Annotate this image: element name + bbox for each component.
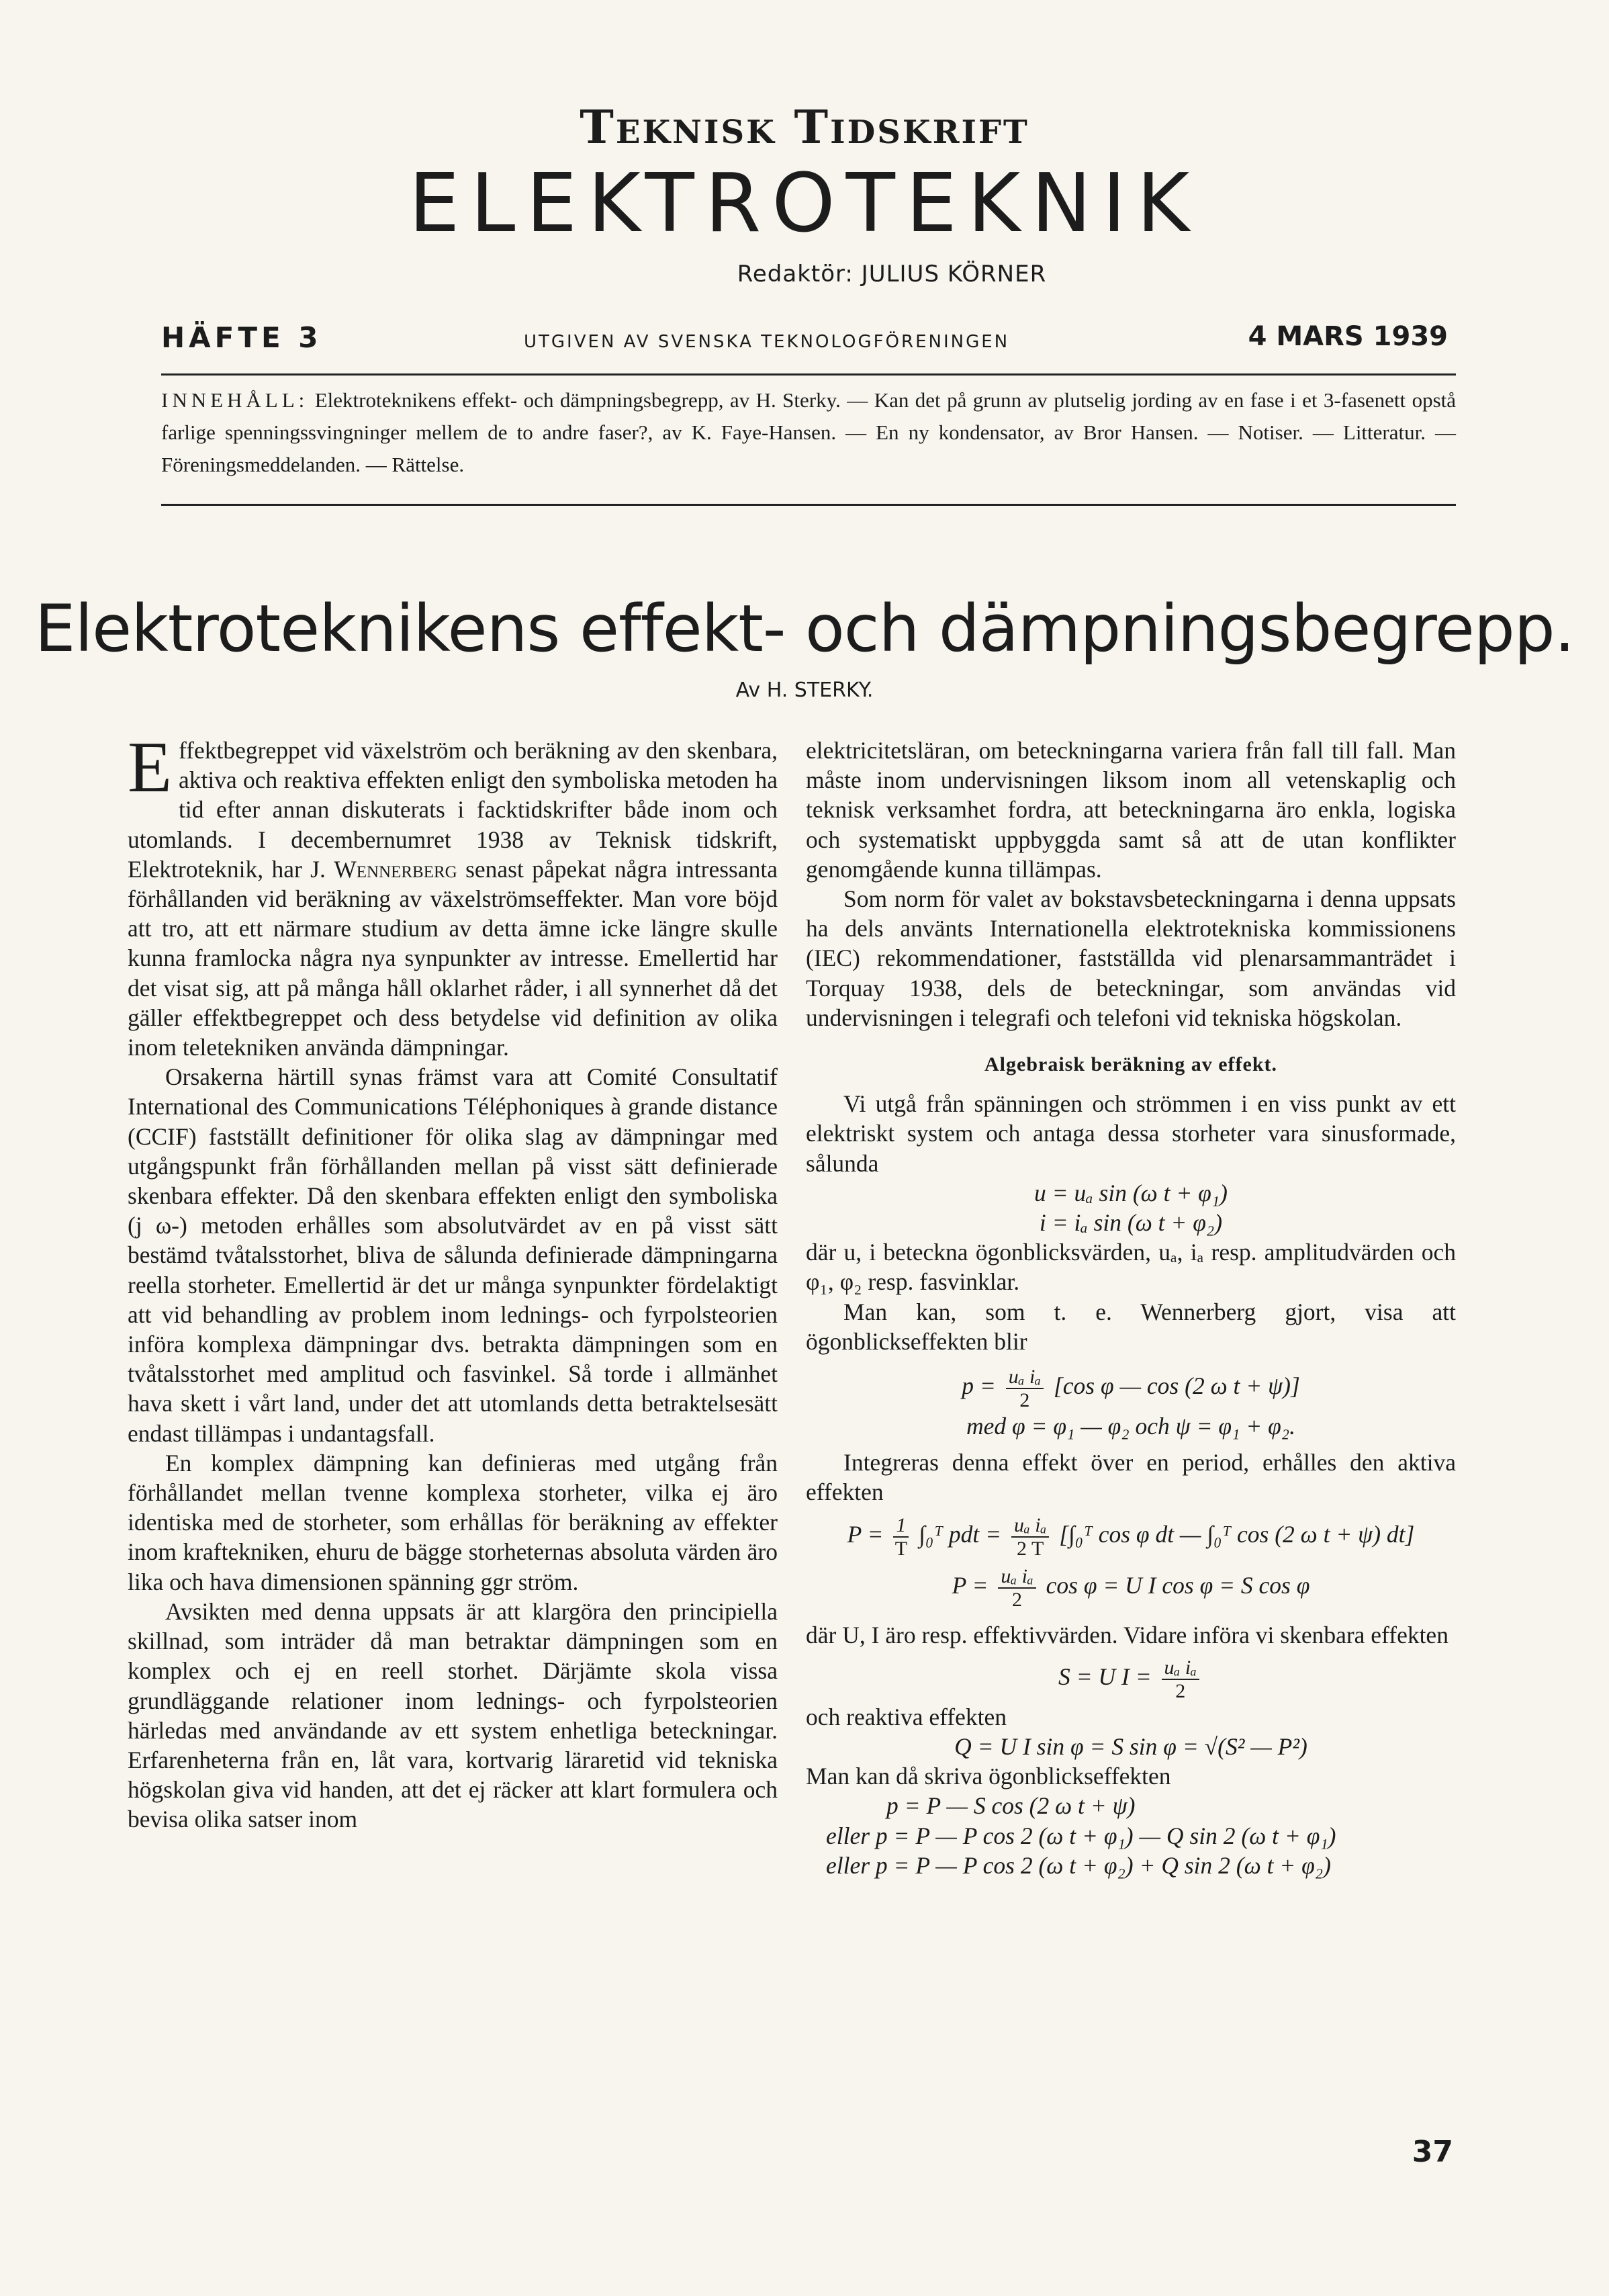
divider-top	[161, 373, 1456, 376]
paragraph: och reaktiva effekten	[806, 1703, 1007, 1730]
section-heading: Algebraisk beräkning av effekt.	[984, 1053, 1277, 1076]
numerator: uₐ iₐ	[998, 1565, 1036, 1589]
numerator: uₐ iₐ	[1006, 1366, 1044, 1389]
paragraph-text: senast påpekat några intressanta förhållanden vid beräkning av växelströmseffekter. Man vore böjd att tro, att ett närmare studium av detta ämne icke längre skulle kunna framlocka några nya synpunkter av intresse. Emellertid har det visat sig, att på många håll oklarhet råder, i all synnerhet då det gäller effektbegreppet och dess betydelse vid definition av olika inom teletekniken använda dämpningar.	[128, 855, 778, 1061]
paragraph: Som norm för valet av bokstavsbeteckningarna i denna uppsats ha dels använts Internationella elektrotekniska kommissionens (IEC) rekommendationer, fastställda vid plenarsammanträdet i Torquay 1938, dels de beteckningar, som användas vid undervisningen i telegrafi och telefoni vid tekniska högskolan.	[806, 885, 1456, 1031]
equation-part: [∫₀ᵀ cos φ dt — ∫₀ᵀ cos (2 ω t + ψ) dt]	[1059, 1520, 1415, 1548]
divider-bottom	[161, 504, 1456, 506]
drop-cap: E	[128, 727, 172, 807]
equation: eller p = P — P cos 2 (ω t + φ₂) + Q sin 2 (ω t + φ₂)	[826, 1851, 1331, 1879]
right-column	[806, 736, 1456, 1880]
denominator: 2	[1019, 1389, 1030, 1412]
paragraph: Integreras denna effekt över en period, erhålles den aktiva effekten	[806, 1449, 1456, 1506]
fraction	[1162, 1657, 1199, 1702]
denominator: T	[894, 1537, 908, 1560]
equation: eller p = P — P cos 2 (ω t + φ₁) — Q sin 2 (ω t + φ₁)	[826, 1822, 1336, 1849]
numerator: uₐ iₐ	[1011, 1514, 1049, 1538]
contents-label: INNEHÅLL:	[161, 388, 309, 412]
editor-line: Redaktör: JULIUS KÖRNER	[737, 261, 1047, 288]
publisher: UTGIVEN AV SVENSKA TEKNOLOGFÖRENINGEN	[524, 332, 1010, 352]
page-number: 37	[1412, 2135, 1453, 2169]
numerator: uₐ iₐ	[1162, 1657, 1199, 1680]
issue-number: HÄFTE 3	[161, 321, 322, 354]
paragraph: Avsikten med denna uppsats är att klargöra den principiella skillnad, som inträder då man betraktar dämpningen som en komplex och ej en reell storhet. Därjämte skola vissa grundläggande relationer inom lednings- och fyrpolsteorien härledas med användande av ett system enhetliga beteckningar. Erfarenheterna från en, låt vara, kortvarig läraretid vid tekniska högskolan giva vid handen, att det ej räcker att klart formulera och bevisa olika satser inom	[128, 1597, 778, 1833]
contents-text: Elektroteknikens effekt- och dämpningsbegrepp, av H. Sterky. — Kan det på grunn av plutselig jording av en fase i et 3-fasenett opstå farlige spenningssvingninger mellem de to andre faser?, av K. Faye-Hansen. — En ny kondensator, av Bror Hansen. — Notiser. — Litteratur. — Föreningsmeddelanden. — Rättelse.	[161, 388, 1457, 476]
table-of-contents	[161, 384, 1456, 481]
equation: p = P — S cos (2 ω t + ψ)	[886, 1792, 1136, 1820]
paragraph: Man kan, som t. e. Wennerberg gjort, visa att ögonblickseffekten blir	[806, 1298, 1456, 1355]
equation: Q = U I sin φ = S sin φ = √(S² — P²)	[954, 1733, 1307, 1761]
denominator: 2 T	[1017, 1537, 1044, 1560]
journal-title: Teknisk Tidskrift	[580, 101, 1029, 154]
equation-part: S = U I =	[1058, 1663, 1152, 1691]
left-column	[128, 727, 778, 1835]
paragraph: där U, I äro resp. effektivvärden. Vidare införa vi skenbara effekten	[806, 1621, 1449, 1648]
equation	[806, 1565, 1456, 1611]
fraction	[998, 1565, 1036, 1611]
fraction	[1006, 1366, 1044, 1411]
masthead	[0, 101, 1609, 288]
equation-part: [cos φ — cos (2 ω t + ψ)]	[1053, 1372, 1300, 1400]
equation	[806, 1657, 1456, 1702]
fraction	[893, 1514, 909, 1560]
author-name: Wennerberg	[334, 855, 457, 883]
equation	[806, 1366, 1456, 1411]
numerator: 1	[893, 1514, 909, 1538]
equation: u = uₐ sin (ω t + φ₁)	[1034, 1179, 1228, 1206]
journal-section: ELEKTROTEKNIK	[408, 157, 1201, 251]
equation-part: P =	[952, 1571, 989, 1599]
equation-part: cos φ = U I cos φ = S cos φ	[1046, 1571, 1310, 1599]
denominator: 2	[1012, 1588, 1023, 1611]
fraction	[1011, 1514, 1049, 1560]
issue-row	[161, 316, 1448, 356]
equation: i = iₐ sin (ω t + φ₂)	[1039, 1209, 1223, 1237]
equation-part: ∫₀ᵀ pdt =	[919, 1520, 1002, 1548]
denominator: 2	[1175, 1679, 1186, 1702]
paragraph: Orsakerna härtill synas främst vara att Comité Consultatif International des Communications Téléphoniques à grande distance (CCIF) fastställt definitioner för olika slag av dämpningar med utgångspunkt från förhållanden mellan på visst sätt definierade skenbara effekter. Då den skenbara effekten enligt den symboliska (j ω-) metoden erhålles som absolutvärdet av en på visst sätt bestämd tvåtalsstorhet, bliva de sålunda definierade dämpningarna reella storheter. Emellertid är det ur många synpunkter fördelaktigt att vid behandling av problem inom lednings- och fyrpolsteorien införa komplexa dämpningar dvs. betrakta dämpningen som en tvåtalsstorhet med amplitud och fasvinkel. Så torde i allmänhet hava skett i vårt land, under det att utomlands detta betraktelsesätt endast tillämpas i undantagsfall.	[128, 1063, 778, 1447]
equation: med φ = φ₁ — φ₂ och ψ = φ₁ + φ₂.	[966, 1413, 1295, 1440]
paragraph: En komplex dämpning kan definieras med utgång från förhållandet mellan tvenne komplexa storheter, vilka ej äro identiska med de storheter, som erhållas för beräkning av effekter inom kraftekniken, ehuru de bägge storheternas absoluta värden äro lika och hava dimensionen spänning ggr ström.	[128, 1449, 778, 1595]
paragraph: där u, i beteckna ögonblicksvärden, uₐ, iₐ resp. amplitudvärden och φ₁, φ₂ resp. fasvinklar.	[806, 1239, 1456, 1296]
issue-date: 4 MARS 1939	[1248, 321, 1448, 352]
paragraph-text: ffektbegreppet vid växelström och beräkning av den skenbara, aktiva och reaktiva effekten enligt den symboliska metoden ha tid efter annan diskuterats i facktidskrifter både inom och utomlands. I decembernumret 1938 av Teknisk tidskrift, Elektroteknik, har J.	[128, 737, 778, 883]
paragraph: Vi utgå från spänningen och strömmen i en viss punkt av ett elektriskt system och antaga dessa storheter vara sinusformade, sålunda	[806, 1090, 1456, 1177]
article-byline: Av H. STERKY.	[735, 678, 874, 702]
paragraph: elektricitetsläran, om beteckningarna variera från fall till fall. Man måste inom undervisningen liksom inom all vetenskaplig och teknisk verksamhet fordra, att beteckningarna äro enkla, logiska och systematiskt uppbyggda samt så att de utan konflikter genomgående kunna tillämpas.	[806, 737, 1456, 883]
paragraph: Man kan då skriva ögonblickseffekten	[806, 1763, 1171, 1790]
equation-part: p =	[962, 1372, 996, 1400]
equation	[806, 1514, 1456, 1560]
equation-part: P =	[847, 1520, 884, 1548]
article-title: Elektroteknikens effekt- och dämpningsbegrepp.	[34, 591, 1575, 666]
paragraph	[128, 727, 778, 1062]
